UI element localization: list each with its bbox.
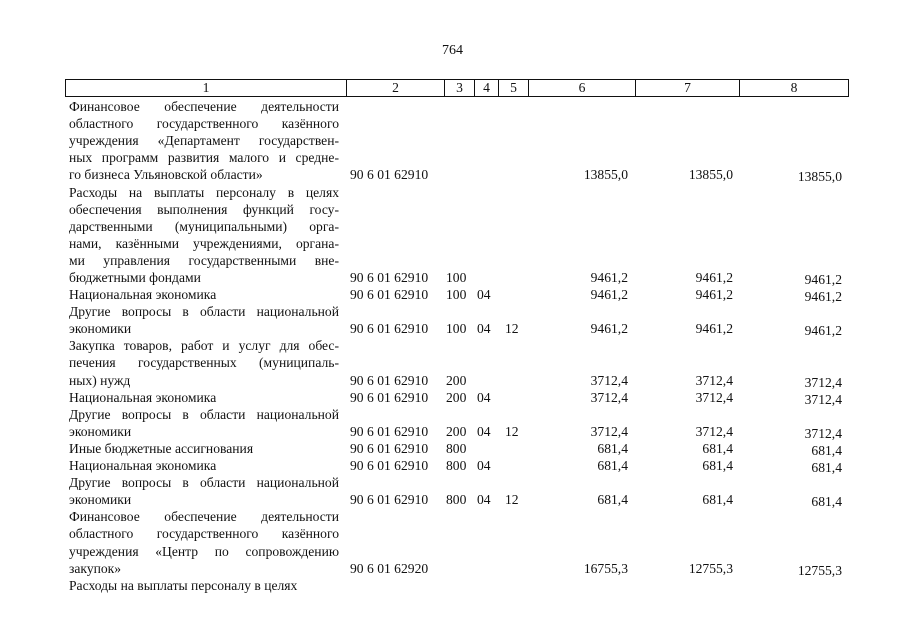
row-section: 04 bbox=[477, 423, 491, 439]
row-value-col6: 681,4 bbox=[597, 492, 628, 508]
row-name bbox=[69, 457, 339, 474]
row-expense-type: 800 bbox=[446, 492, 467, 508]
header-col-3: 3 bbox=[445, 80, 475, 96]
row-code: 90 6 01 62910 bbox=[350, 441, 429, 456]
row-name bbox=[69, 337, 339, 388]
row-name bbox=[69, 440, 339, 457]
row-name-line: печения государственных (муниципаль- bbox=[69, 355, 339, 371]
row-value-col6: 13855,0 bbox=[583, 167, 628, 183]
row-section: 04 bbox=[477, 492, 491, 508]
row-name-line: Финансовое обеспечение деятельности bbox=[69, 99, 339, 114]
row-name-line: Другие вопросы в области национальной bbox=[69, 304, 339, 320]
row-value-col7: 681,4 bbox=[702, 441, 733, 456]
row-value-col7: 9461,2 bbox=[695, 321, 733, 337]
row-code: 90 6 01 62910 bbox=[350, 492, 429, 508]
row-name-line: областного государственного казённого bbox=[69, 116, 339, 132]
row-name-line: го бизнеса Ульяновской области» bbox=[69, 167, 263, 183]
row-name-line: областного государственного казённого bbox=[69, 526, 339, 542]
row-name bbox=[69, 98, 339, 183]
row-name-line: Иные бюджетные ассигнования bbox=[69, 441, 254, 456]
row-value-col8: 3712,4 bbox=[804, 391, 842, 407]
row-value-col8: 681,4 bbox=[811, 443, 842, 458]
row-name bbox=[69, 406, 339, 440]
row-code: 90 6 01 62910 bbox=[350, 270, 429, 285]
row-value-col8: 9461,2 bbox=[804, 272, 842, 287]
row-name bbox=[69, 303, 339, 337]
row-section: 04 bbox=[477, 287, 491, 303]
row-value-col6: 9461,2 bbox=[590, 270, 628, 285]
row-value-col7: 12755,3 bbox=[688, 560, 733, 576]
row-name-line: закупок» bbox=[69, 560, 122, 576]
row-name-line: нами, казёнными учреждениями, органа- bbox=[69, 235, 339, 251]
row-code: 90 6 01 62910 bbox=[350, 458, 429, 474]
row-value-col8: 681,4 bbox=[811, 494, 842, 510]
row-name-line: учреждения «Департамент государствен- bbox=[69, 133, 339, 149]
row-value-col7: 681,4 bbox=[702, 492, 733, 508]
row-expense-type: 100 bbox=[446, 270, 467, 285]
header-col-5: 5 bbox=[499, 80, 529, 96]
row-name bbox=[69, 508, 339, 576]
row-section: 04 bbox=[477, 458, 491, 474]
row-code: 90 6 01 62910 bbox=[350, 287, 429, 303]
row-name-line: дарственными (муниципальными) орга- bbox=[69, 218, 339, 234]
header-col-2: 2 bbox=[347, 80, 445, 96]
row-name-line: Национальная экономика bbox=[69, 389, 217, 405]
header-col-6: 6 bbox=[529, 80, 636, 96]
row-code: 90 6 01 62910 bbox=[350, 423, 429, 439]
row-name-line: Финансовое обеспечение деятельности bbox=[69, 509, 339, 525]
row-expense-type: 200 bbox=[446, 372, 467, 388]
header-col-8: 8 bbox=[790, 80, 798, 95]
row-name-line: Национальная экономика bbox=[69, 287, 217, 303]
row-value-col7: 3712,4 bbox=[695, 372, 733, 388]
row-value-col7: 3712,4 bbox=[695, 423, 733, 439]
row-subsection: 12 bbox=[505, 423, 519, 439]
row-name-line: Национальная экономика bbox=[69, 458, 217, 474]
row-name-line: учреждения «Центр по сопровождению bbox=[69, 543, 339, 559]
row-value-col7: 3712,4 bbox=[695, 389, 733, 405]
header-col-4: 4 bbox=[475, 80, 499, 96]
row-name-line: экономики bbox=[69, 492, 132, 508]
row-name-line: ных) нужд bbox=[69, 372, 131, 388]
row-name-line: экономики bbox=[69, 321, 132, 337]
row-value-col8: 3712,4 bbox=[804, 425, 842, 441]
row-code: 90 6 01 62910 bbox=[350, 167, 429, 183]
row-name bbox=[69, 184, 339, 287]
row-value-col8: 9461,2 bbox=[804, 289, 842, 305]
header-col-7: 7 bbox=[636, 80, 740, 96]
row-expense-type: 100 bbox=[446, 321, 467, 337]
row-value-col7: 13855,0 bbox=[688, 167, 733, 183]
header-col-1: 1 bbox=[66, 80, 347, 96]
row-value-col6: 3712,4 bbox=[590, 389, 628, 405]
row-value-col6: 9461,2 bbox=[590, 287, 628, 303]
row-value-col6: 16755,3 bbox=[583, 560, 628, 576]
row-code: 90 6 01 62910 bbox=[350, 321, 429, 337]
row-name bbox=[69, 389, 339, 406]
row-code: 90 6 01 62920 bbox=[350, 560, 429, 576]
row-name-line: бюджетными фондами bbox=[69, 269, 201, 285]
row-value-col8: 3712,4 bbox=[804, 374, 842, 390]
row-subsection: 12 bbox=[505, 321, 519, 337]
row-value-col7: 9461,2 bbox=[695, 287, 733, 303]
row-subsection: 12 bbox=[505, 492, 519, 508]
row-name-line: Расходы на выплаты персоналу в целях bbox=[69, 577, 298, 593]
row-name-line: Другие вопросы в области национальной bbox=[69, 406, 339, 422]
table-header bbox=[65, 79, 849, 97]
row-code: 90 6 01 62910 bbox=[350, 372, 429, 388]
row-expense-type: 100 bbox=[446, 287, 467, 303]
row-section: 04 bbox=[477, 389, 491, 405]
row-value-col7: 9461,2 bbox=[695, 270, 733, 285]
row-name-line: экономики bbox=[69, 423, 132, 439]
row-value-col6: 3712,4 bbox=[590, 423, 628, 439]
row-name-line: ных программ развития малого и средне- bbox=[69, 150, 339, 166]
row-name-line: ми управления государственными вне- bbox=[69, 252, 339, 268]
row-value-col6: 681,4 bbox=[597, 458, 628, 474]
row-expense-type: 800 bbox=[446, 458, 467, 474]
page-number: 764 bbox=[442, 43, 463, 58]
row-expense-type: 200 bbox=[446, 423, 467, 439]
row-name bbox=[69, 577, 339, 594]
row-value-col8: 12755,3 bbox=[797, 562, 842, 578]
row-name-line: Закупка товаров, работ и услуг для обес- bbox=[69, 338, 339, 354]
row-name bbox=[69, 286, 339, 303]
row-value-col8: 13855,0 bbox=[797, 169, 842, 185]
row-name-line: Другие вопросы в области национальной bbox=[69, 475, 339, 491]
row-expense-type: 200 bbox=[446, 389, 467, 405]
row-value-col7: 681,4 bbox=[702, 458, 733, 474]
row-value-col6: 9461,2 bbox=[590, 321, 628, 337]
row-expense-type: 800 bbox=[446, 441, 467, 456]
row-section: 04 bbox=[477, 321, 491, 337]
row-code: 90 6 01 62910 bbox=[350, 389, 429, 405]
row-value-col6: 3712,4 bbox=[590, 372, 628, 388]
row-value-col6: 681,4 bbox=[597, 441, 628, 456]
row-value-col8: 9461,2 bbox=[804, 323, 842, 339]
row-name-line: обеспечения выполнения функций госу- bbox=[69, 201, 339, 217]
row-value-col8: 681,4 bbox=[811, 460, 842, 476]
row-name bbox=[69, 474, 339, 508]
row-name-line: Расходы на выплаты персоналу в целях bbox=[69, 184, 339, 200]
